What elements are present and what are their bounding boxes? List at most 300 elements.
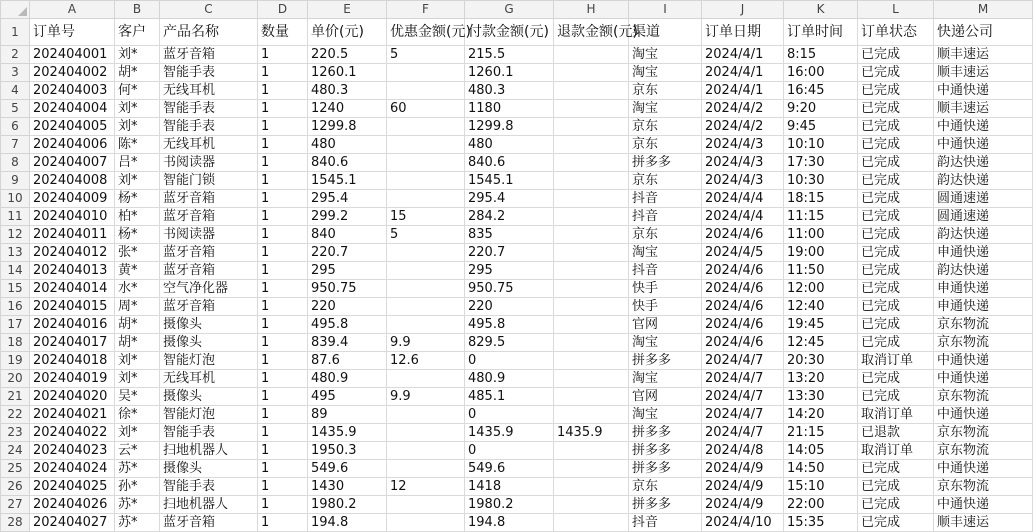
cell[interactable]: 刘* [115, 424, 160, 442]
cell[interactable]: 已完成 [858, 496, 934, 514]
cell[interactable]: 21:15 [784, 424, 858, 442]
cell[interactable]: 韵达快递 [934, 154, 1033, 172]
cell[interactable]: 14:50 [784, 460, 858, 478]
cell[interactable] [554, 136, 629, 154]
cell[interactable]: 已完成 [858, 118, 934, 136]
cell[interactable]: 1 [258, 100, 308, 118]
column-title-cell[interactable]: 付款金额(元) [465, 19, 554, 46]
cell[interactable]: 1545.1 [308, 172, 387, 190]
cell[interactable]: 苏* [115, 496, 160, 514]
cell[interactable] [387, 280, 465, 298]
cell[interactable] [554, 244, 629, 262]
cell[interactable]: 京东 [629, 172, 702, 190]
cell[interactable]: 840.6 [308, 154, 387, 172]
cell[interactable]: 摄像头 [160, 334, 258, 352]
cell[interactable]: 空气净化器 [160, 280, 258, 298]
column-header-f[interactable]: F [387, 1, 465, 19]
cell[interactable]: 张* [115, 244, 160, 262]
cell[interactable]: 220.7 [465, 244, 554, 262]
cell[interactable]: 蓝牙音箱 [160, 514, 258, 532]
cell[interactable]: 1 [258, 298, 308, 316]
cell[interactable]: 韵达快递 [934, 172, 1033, 190]
cell[interactable]: 水* [115, 280, 160, 298]
cell[interactable]: 14:05 [784, 442, 858, 460]
cell[interactable] [387, 460, 465, 478]
row-header[interactable]: 22 [1, 406, 30, 424]
cell[interactable]: 18:15 [784, 190, 858, 208]
cell[interactable]: 拼多多 [629, 154, 702, 172]
cell[interactable]: 书阅读器 [160, 154, 258, 172]
column-title-cell[interactable]: 单价(元) [308, 19, 387, 46]
cell[interactable]: 快手 [629, 298, 702, 316]
cell[interactable] [554, 478, 629, 496]
column-header-k[interactable]: K [784, 1, 858, 19]
cell[interactable]: 295 [308, 262, 387, 280]
row-header[interactable]: 19 [1, 352, 30, 370]
cell[interactable]: 2024/4/3 [702, 136, 784, 154]
cell[interactable]: 申通快递 [934, 244, 1033, 262]
cell[interactable]: 202404007 [30, 154, 115, 172]
cell[interactable] [554, 190, 629, 208]
row-header[interactable]: 16 [1, 298, 30, 316]
cell[interactable]: 202404010 [30, 208, 115, 226]
cell[interactable]: 202404008 [30, 172, 115, 190]
cell[interactable]: 202404018 [30, 352, 115, 370]
column-title-cell[interactable]: 订单时间 [784, 19, 858, 46]
cell[interactable]: 2024/4/6 [702, 334, 784, 352]
cell[interactable]: 中通快递 [934, 370, 1033, 388]
cell[interactable]: 220 [465, 298, 554, 316]
cell[interactable]: 1980.2 [465, 496, 554, 514]
cell[interactable]: 1 [258, 46, 308, 64]
cell[interactable]: 圆通速递 [934, 208, 1033, 226]
cell[interactable] [387, 154, 465, 172]
cell[interactable]: 已完成 [858, 154, 934, 172]
cell[interactable] [387, 442, 465, 460]
cell[interactable] [554, 208, 629, 226]
cell[interactable]: 2024/4/8 [702, 442, 784, 460]
cell[interactable]: 0 [465, 352, 554, 370]
cell[interactable]: 取消订单 [858, 406, 934, 424]
cell[interactable]: 202404009 [30, 190, 115, 208]
cell[interactable]: 智能手表 [160, 118, 258, 136]
cell[interactable]: 202404021 [30, 406, 115, 424]
column-title-cell[interactable]: 渠道 [629, 19, 702, 46]
cell[interactable]: 京东物流 [934, 316, 1033, 334]
cell[interactable]: 299.2 [308, 208, 387, 226]
cell[interactable]: 16:45 [784, 82, 858, 100]
cell[interactable]: 2024/4/1 [702, 64, 784, 82]
cell[interactable]: 已完成 [858, 100, 934, 118]
column-header-h[interactable]: H [554, 1, 629, 19]
cell[interactable]: 202404015 [30, 298, 115, 316]
cell[interactable]: 淘宝 [629, 100, 702, 118]
column-header-b[interactable]: B [115, 1, 160, 19]
cell[interactable]: 拼多多 [629, 496, 702, 514]
column-header-i[interactable]: I [629, 1, 702, 19]
cell[interactable] [387, 82, 465, 100]
cell[interactable]: 1 [258, 262, 308, 280]
cell[interactable]: 202404026 [30, 496, 115, 514]
cell[interactable]: 220.7 [308, 244, 387, 262]
cell[interactable] [554, 334, 629, 352]
cell[interactable]: 胡* [115, 316, 160, 334]
cell[interactable]: 无线耳机 [160, 136, 258, 154]
cell[interactable]: 202404027 [30, 514, 115, 532]
cell[interactable]: 智能门锁 [160, 172, 258, 190]
cell[interactable]: 10:10 [784, 136, 858, 154]
cell[interactable]: 淘宝 [629, 406, 702, 424]
row-header[interactable]: 4 [1, 82, 30, 100]
cell[interactable] [554, 298, 629, 316]
cell[interactable]: 950.75 [465, 280, 554, 298]
cell[interactable] [554, 82, 629, 100]
cell[interactable]: 中通快递 [934, 82, 1033, 100]
row-header[interactable]: 17 [1, 316, 30, 334]
cell[interactable]: 202404017 [30, 334, 115, 352]
cell[interactable]: 202404020 [30, 388, 115, 406]
cell[interactable]: 202404024 [30, 460, 115, 478]
cell[interactable] [387, 496, 465, 514]
cell[interactable]: 京东 [629, 118, 702, 136]
cell[interactable]: 刘* [115, 118, 160, 136]
cell[interactable]: 202404001 [30, 46, 115, 64]
cell[interactable]: 1 [258, 460, 308, 478]
cell[interactable]: 2024/4/6 [702, 316, 784, 334]
cell[interactable]: 1 [258, 370, 308, 388]
cell[interactable]: 韵达快递 [934, 262, 1033, 280]
cell[interactable]: 1 [258, 478, 308, 496]
cell[interactable]: 淘宝 [629, 370, 702, 388]
cell[interactable]: 中通快递 [934, 460, 1033, 478]
cell[interactable]: 孙* [115, 478, 160, 496]
cell[interactable]: 何* [115, 82, 160, 100]
cell[interactable]: 1 [258, 442, 308, 460]
row-header[interactable]: 14 [1, 262, 30, 280]
cell[interactable]: 京东物流 [934, 334, 1033, 352]
cell[interactable]: 215.5 [465, 46, 554, 64]
cell[interactable]: 1 [258, 406, 308, 424]
cell[interactable]: 495.8 [465, 316, 554, 334]
cell[interactable]: 495 [308, 388, 387, 406]
cell[interactable]: 12:45 [784, 334, 858, 352]
column-title-cell[interactable]: 产品名称 [160, 19, 258, 46]
row-header[interactable]: 27 [1, 496, 30, 514]
row-header[interactable]: 25 [1, 460, 30, 478]
cell[interactable]: 202404013 [30, 262, 115, 280]
cell[interactable]: 480 [308, 136, 387, 154]
cell[interactable] [387, 406, 465, 424]
cell[interactable]: 202404006 [30, 136, 115, 154]
cell[interactable]: 1 [258, 244, 308, 262]
cell[interactable]: 2024/4/7 [702, 424, 784, 442]
row-header[interactable]: 12 [1, 226, 30, 244]
cell[interactable]: 2024/4/2 [702, 118, 784, 136]
cell[interactable] [387, 190, 465, 208]
cell[interactable]: 韵达快递 [934, 226, 1033, 244]
cell[interactable]: 智能手表 [160, 64, 258, 82]
cell[interactable]: 已完成 [858, 460, 934, 478]
cell[interactable]: 202404002 [30, 64, 115, 82]
cell[interactable]: 淘宝 [629, 46, 702, 64]
cell[interactable]: 拼多多 [629, 352, 702, 370]
cell[interactable]: 1 [258, 424, 308, 442]
cell[interactable]: 1430 [308, 478, 387, 496]
column-header-a[interactable]: A [30, 1, 115, 19]
column-title-cell[interactable]: 优惠金额(元) [387, 19, 465, 46]
cell[interactable]: 1950.3 [308, 442, 387, 460]
cell[interactable]: 京东 [629, 226, 702, 244]
cell[interactable]: 已完成 [858, 514, 934, 532]
cell[interactable]: 柏* [115, 208, 160, 226]
cell[interactable]: 2024/4/7 [702, 370, 784, 388]
cell[interactable]: 杨* [115, 190, 160, 208]
cell[interactable]: 1 [258, 208, 308, 226]
cell[interactable]: 淘宝 [629, 244, 702, 262]
cell[interactable]: 13:20 [784, 370, 858, 388]
cell[interactable]: 202404023 [30, 442, 115, 460]
cell[interactable]: 京东 [629, 478, 702, 496]
cell[interactable]: 87.6 [308, 352, 387, 370]
cell[interactable]: 已完成 [858, 136, 934, 154]
cell[interactable]: 549.6 [465, 460, 554, 478]
cell[interactable]: 无线耳机 [160, 370, 258, 388]
cell[interactable]: 2024/4/4 [702, 190, 784, 208]
column-header-c[interactable]: C [160, 1, 258, 19]
cell[interactable]: 1418 [465, 478, 554, 496]
cell[interactable] [554, 460, 629, 478]
cell[interactable] [554, 514, 629, 532]
column-header-l[interactable]: L [858, 1, 934, 19]
cell[interactable]: 蓝牙音箱 [160, 190, 258, 208]
row-header[interactable]: 6 [1, 118, 30, 136]
cell[interactable]: 苏* [115, 514, 160, 532]
cell[interactable]: 京东物流 [934, 442, 1033, 460]
cell[interactable]: 已完成 [858, 280, 934, 298]
cell[interactable]: 吕* [115, 154, 160, 172]
cell[interactable]: 1 [258, 118, 308, 136]
cell[interactable]: 1 [258, 190, 308, 208]
cell[interactable]: 陈* [115, 136, 160, 154]
cell[interactable]: 5 [387, 226, 465, 244]
column-title-cell[interactable]: 数量 [258, 19, 308, 46]
cell[interactable]: 202404022 [30, 424, 115, 442]
cell[interactable]: 胡* [115, 64, 160, 82]
cell[interactable]: 周* [115, 298, 160, 316]
cell[interactable]: 12.6 [387, 352, 465, 370]
column-header-g[interactable]: G [465, 1, 554, 19]
cell[interactable]: 官网 [629, 316, 702, 334]
cell[interactable]: 拼多多 [629, 424, 702, 442]
cell[interactable]: 2024/4/1 [702, 46, 784, 64]
cell[interactable]: 2024/4/7 [702, 388, 784, 406]
cell[interactable]: 中通快递 [934, 136, 1033, 154]
cell[interactable]: 刘* [115, 352, 160, 370]
cell[interactable]: 中通快递 [934, 352, 1033, 370]
cell[interactable]: 1435.9 [308, 424, 387, 442]
cell[interactable]: 2024/4/9 [702, 496, 784, 514]
cell[interactable]: 2024/4/6 [702, 262, 784, 280]
cell[interactable]: 840.6 [465, 154, 554, 172]
cell[interactable] [387, 424, 465, 442]
cell[interactable]: 1 [258, 388, 308, 406]
cell[interactable]: 295.4 [465, 190, 554, 208]
cell[interactable]: 840 [308, 226, 387, 244]
column-title-cell[interactable]: 订单日期 [702, 19, 784, 46]
cell[interactable] [554, 100, 629, 118]
cell[interactable]: 1299.8 [465, 118, 554, 136]
cell[interactable]: 16:00 [784, 64, 858, 82]
cell[interactable] [554, 262, 629, 280]
cell[interactable] [554, 154, 629, 172]
cell[interactable] [554, 406, 629, 424]
cell[interactable]: 申通快递 [934, 298, 1033, 316]
row-header[interactable]: 26 [1, 478, 30, 496]
cell[interactable]: 快手 [629, 280, 702, 298]
cell[interactable]: 淘宝 [629, 64, 702, 82]
cell[interactable]: 智能手表 [160, 478, 258, 496]
row-header[interactable]: 15 [1, 280, 30, 298]
cell[interactable]: 智能灯泡 [160, 406, 258, 424]
cell[interactable]: 202404019 [30, 370, 115, 388]
row-header[interactable]: 10 [1, 190, 30, 208]
cell[interactable]: 2024/4/3 [702, 172, 784, 190]
cell[interactable]: 2024/4/4 [702, 208, 784, 226]
row-header[interactable]: 1 [1, 19, 30, 46]
cell[interactable]: 中通快递 [934, 406, 1033, 424]
row-header[interactable]: 21 [1, 388, 30, 406]
cell[interactable]: 2024/4/9 [702, 478, 784, 496]
column-header-j[interactable]: J [702, 1, 784, 19]
cell[interactable]: 已完成 [858, 46, 934, 64]
cell[interactable] [387, 172, 465, 190]
cell[interactable]: 扫地机器人 [160, 496, 258, 514]
cell[interactable]: 拼多多 [629, 460, 702, 478]
cell[interactable]: 835 [465, 226, 554, 244]
cell[interactable]: 已完成 [858, 82, 934, 100]
cell[interactable]: 刘* [115, 100, 160, 118]
cell[interactable]: 中通快递 [934, 496, 1033, 514]
cell[interactable]: 9:20 [784, 100, 858, 118]
cell[interactable]: 抖音 [629, 514, 702, 532]
cell[interactable]: 1545.1 [465, 172, 554, 190]
cell[interactable]: 京东物流 [934, 388, 1033, 406]
cell[interactable]: 1299.8 [308, 118, 387, 136]
column-header-m[interactable]: M [934, 1, 1033, 19]
cell[interactable]: 已完成 [858, 190, 934, 208]
row-header[interactable]: 5 [1, 100, 30, 118]
row-header[interactable]: 24 [1, 442, 30, 460]
cell[interactable]: 申通快递 [934, 280, 1033, 298]
cell[interactable]: 1 [258, 496, 308, 514]
cell[interactable]: 12 [387, 478, 465, 496]
cell[interactable]: 智能灯泡 [160, 352, 258, 370]
cell[interactable]: 2024/4/7 [702, 352, 784, 370]
cell[interactable]: 89 [308, 406, 387, 424]
cell[interactable]: 抖音 [629, 190, 702, 208]
column-title-cell[interactable]: 订单号 [30, 19, 115, 46]
cell[interactable]: 取消订单 [858, 442, 934, 460]
cell[interactable]: 480.3 [465, 82, 554, 100]
cell[interactable]: 顺丰速运 [934, 100, 1033, 118]
cell[interactable]: 已完成 [858, 244, 934, 262]
cell[interactable]: 已完成 [858, 388, 934, 406]
row-header[interactable]: 9 [1, 172, 30, 190]
cell[interactable]: 284.2 [465, 208, 554, 226]
cell[interactable] [554, 46, 629, 64]
cell[interactable]: 顺丰速运 [934, 514, 1033, 532]
cell[interactable]: 12:00 [784, 280, 858, 298]
cell[interactable] [387, 64, 465, 82]
cell[interactable]: 1 [258, 136, 308, 154]
cell[interactable]: 0 [465, 406, 554, 424]
cell[interactable] [387, 514, 465, 532]
cell[interactable]: 15:10 [784, 478, 858, 496]
cell[interactable] [387, 244, 465, 262]
cell[interactable]: 取消订单 [858, 352, 934, 370]
cell[interactable]: 480.9 [308, 370, 387, 388]
cell[interactable]: 1 [258, 154, 308, 172]
cell[interactable]: 刘* [115, 172, 160, 190]
cell[interactable] [554, 226, 629, 244]
cell[interactable]: 已完成 [858, 172, 934, 190]
cell[interactable]: 徐* [115, 406, 160, 424]
cell[interactable]: 蓝牙音箱 [160, 262, 258, 280]
cell[interactable]: 已完成 [858, 64, 934, 82]
cell[interactable]: 1435.9 [465, 424, 554, 442]
cell[interactable]: 495.8 [308, 316, 387, 334]
cell[interactable]: 刘* [115, 46, 160, 64]
cell[interactable]: 扫地机器人 [160, 442, 258, 460]
cell[interactable]: 22:00 [784, 496, 858, 514]
cell[interactable]: 杨* [115, 226, 160, 244]
cell[interactable] [554, 370, 629, 388]
cell[interactable]: 已完成 [858, 262, 934, 280]
cell[interactable]: 智能手表 [160, 100, 258, 118]
cell[interactable]: 摄像头 [160, 388, 258, 406]
cell[interactable] [554, 280, 629, 298]
cell[interactable]: 485.1 [465, 388, 554, 406]
cell[interactable]: 60 [387, 100, 465, 118]
cell[interactable]: 1 [258, 514, 308, 532]
select-all-corner[interactable] [1, 1, 30, 19]
cell[interactable]: 抖音 [629, 208, 702, 226]
cell[interactable]: 0 [465, 442, 554, 460]
cell[interactable]: 14:20 [784, 406, 858, 424]
cell[interactable]: 淘宝 [629, 334, 702, 352]
cell[interactable]: 480.3 [308, 82, 387, 100]
cell[interactable]: 480 [465, 136, 554, 154]
cell[interactable]: 1 [258, 226, 308, 244]
cell[interactable]: 京东物流 [934, 478, 1033, 496]
cell[interactable]: 12:40 [784, 298, 858, 316]
cell[interactable]: 刘* [115, 370, 160, 388]
cell[interactable]: 顺丰速运 [934, 46, 1033, 64]
cell[interactable]: 抖音 [629, 262, 702, 280]
cell[interactable]: 蓝牙音箱 [160, 46, 258, 64]
cell[interactable]: 京东物流 [934, 424, 1033, 442]
cell[interactable] [554, 316, 629, 334]
cell[interactable] [387, 316, 465, 334]
cell[interactable]: 1 [258, 352, 308, 370]
cell[interactable] [554, 352, 629, 370]
cell[interactable]: 17:30 [784, 154, 858, 172]
cell[interactable]: 194.8 [308, 514, 387, 532]
cell[interactable]: 19:00 [784, 244, 858, 262]
cell[interactable]: 2024/4/3 [702, 154, 784, 172]
cell[interactable] [387, 370, 465, 388]
cell[interactable] [554, 118, 629, 136]
